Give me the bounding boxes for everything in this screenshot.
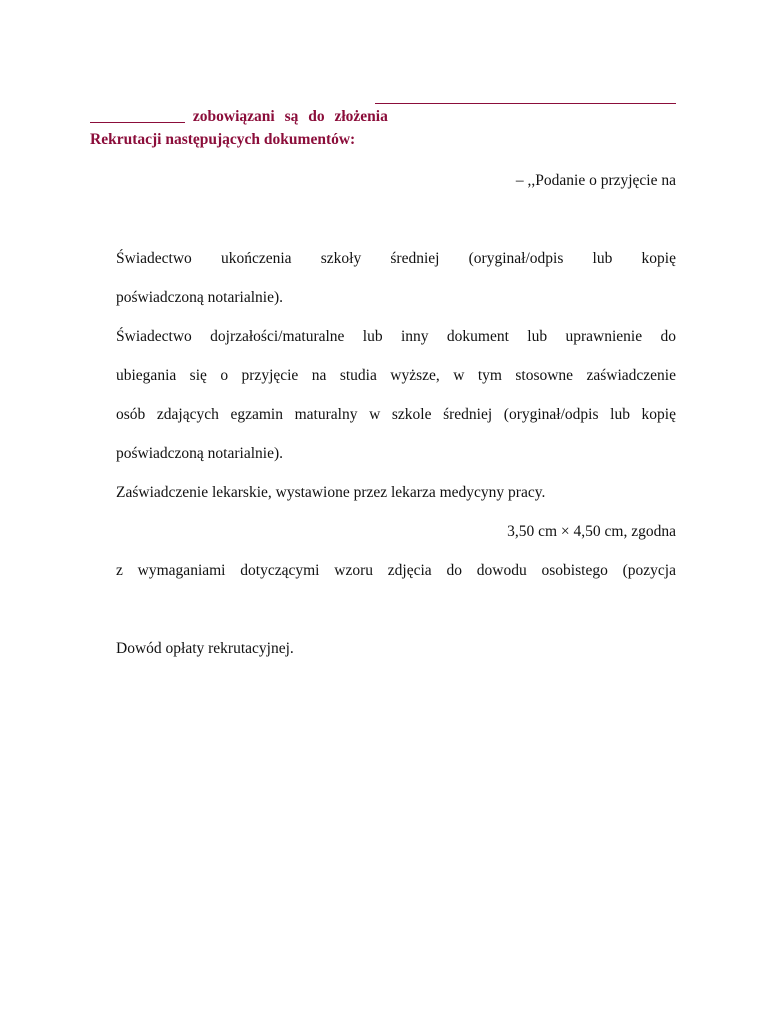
blank-fill-line [90, 108, 185, 123]
podanie-line: – ,,Podanie o przyjęcie na [515, 172, 676, 189]
paragraph-1-line-2: poświadczoną notarialnie). [116, 289, 283, 306]
heading-line-1 [90, 108, 388, 126]
paragraph-2-line-4: poświadczoną notarialnie). [116, 445, 283, 462]
heading-word: są [284, 108, 299, 125]
heading-line-2: Rekrutacji następujących dokumentów: [90, 131, 356, 148]
paragraph-2-line-2: ubiegania się o przyjęcie na studia wyższe, w tym stosowne zaświadczenie [116, 367, 676, 384]
heading-word: złożenia [334, 108, 388, 125]
paragraph-2-line-3: osób zdających egzamin maturalny w szkole średniej (oryginał/odpis lub kopię [116, 406, 676, 423]
paragraph-2-line-1: Świadectwo dojrzałości/maturalne lub inny dokument lub uprawnienie do [116, 328, 676, 345]
paragraph-1-line-1: Świadectwo ukończenia szkoły średniej (oryginał/odpis lub kopię [116, 250, 676, 267]
paragraph-3: Zaświadczenie lekarskie, wystawione przez lekarza medycyny pracy. [116, 484, 546, 501]
paragraph-5: Dowód opłaty rekrutacyjnej. [116, 640, 294, 657]
paragraph-4-line-2: z wymaganiami dotyczącymi wzoru zdjęcia do dowodu osobistego (pozycja [116, 562, 676, 579]
heading-word: do [308, 108, 325, 125]
paragraph-4-line-1: 3,50 cm × 4,50 cm, zgodna [507, 523, 676, 540]
heading-word: zobowiązani [192, 108, 275, 125]
top-underline-rule [375, 103, 676, 104]
